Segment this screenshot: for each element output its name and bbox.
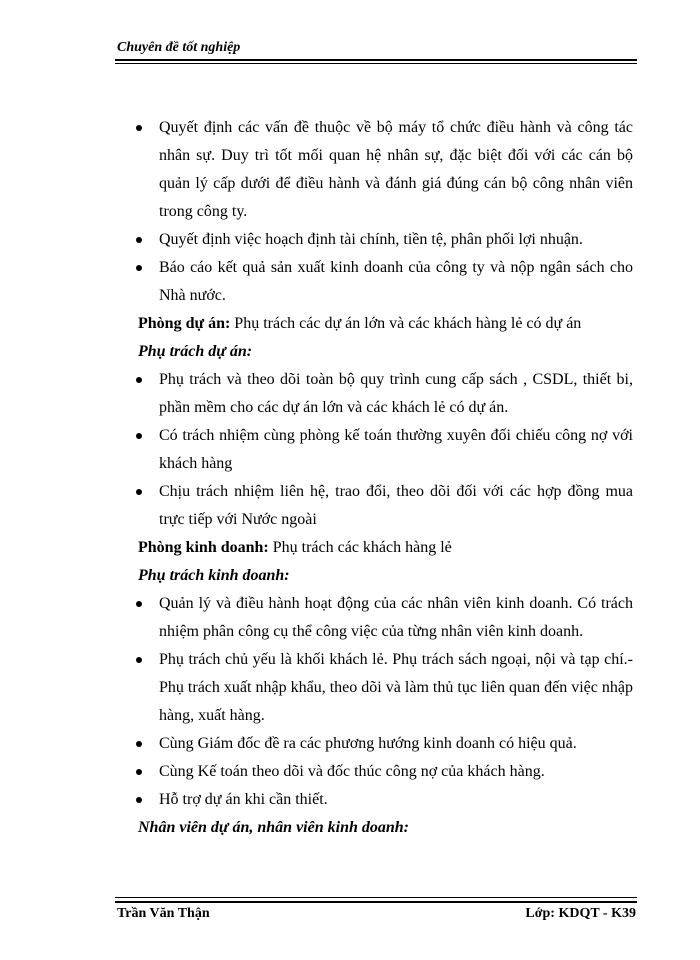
header-divider [115, 59, 637, 61]
list-item: Quyết định các vấn đề thuộc về bộ máy tổ chức điều hành và công tác nhân sự. Duy trì tốt mối quan hệ nhân sự, đặc biệt đối với các cán bộ quản lý cấp dưới để điều hành và đánh giá đúng cán bộ công nhân viên trong công ty. [138, 114, 633, 226]
paragraph-sales-dept [138, 534, 633, 562]
sales-dept-label: Phòng kinh doanh: [138, 539, 269, 556]
list-item: Chịu trách nhiệm liên hệ, trao đổi, theo dõi đối với các hợp đồng mua trực tiếp với Nước ngoài [138, 478, 633, 534]
list-item: Hỗ trợ dự án khi cần thiết. [138, 786, 633, 814]
bullet-list-sales [138, 590, 633, 814]
heading-staff: Nhân viên dự án, nhân viên kinh doanh: [138, 819, 409, 836]
paragraph-project-dept [138, 310, 633, 338]
footer-class: Lớp: KDQT - K39 [525, 906, 636, 921]
page-header-title: Chuyên đề tốt nghiệp [117, 40, 241, 55]
list-item: Quản lý và điều hành hoạt động của các nhân viên kinh doanh. Có trách nhiệm phân công cụ thể công việc của từng nhân viên kinh doanh. [138, 590, 633, 646]
list-item: Quyết định việc hoạch định tài chính, tiền tệ, phân phối lợi nhuận. [138, 226, 633, 254]
list-item: Cùng Giám đốc đề ra các phương hướng kinh doanh có hiệu quả. [138, 730, 633, 758]
sales-dept-text: Phụ trách các khách hàng lẻ [268, 539, 452, 556]
project-dept-label: Phòng dự án: [138, 315, 231, 332]
header-divider-thin [115, 63, 637, 64]
footer-divider [115, 901, 637, 903]
bullet-list-project [138, 366, 633, 534]
list-item: Báo cáo kết quả sản xuất kinh doanh của công ty và nộp ngân sách cho Nhà nước. [138, 254, 633, 310]
project-dept-text: Phụ trách các dự án lớn và các khách hàng lẻ có dự án [230, 315, 582, 332]
heading-project-responsibility: Phụ trách dự án: [138, 343, 253, 360]
heading-sales-responsibility: Phụ trách kinh doanh: [138, 567, 290, 584]
list-item: Phụ trách chủ yếu là khối khách lẻ. Phụ trách sách ngoại, nội và tạp chí.- Phụ trách xuất nhập khẩu, theo dõi và làm thủ tục liên quan đến việc nhập hàng, xuất hàng. [138, 646, 633, 730]
bullet-list-director [138, 114, 633, 310]
footer-divider-thin [115, 897, 637, 898]
list-item: Phụ trách và theo dõi toàn bộ quy trình cung cấp sách , CSDL, thiết bi, phần mềm cho các dự án lớn và các khách lẻ có dự án. [138, 366, 633, 422]
list-item: Có trách nhiệm cùng phòng kế toán thường xuyên đối chiếu công nợ với khách hàng [138, 422, 633, 478]
document-body [138, 114, 633, 842]
list-item: Cùng Kế toán theo dõi và đốc thúc công nợ của khách hàng. [138, 758, 633, 786]
footer-author: Trần Văn Thận [117, 906, 210, 921]
